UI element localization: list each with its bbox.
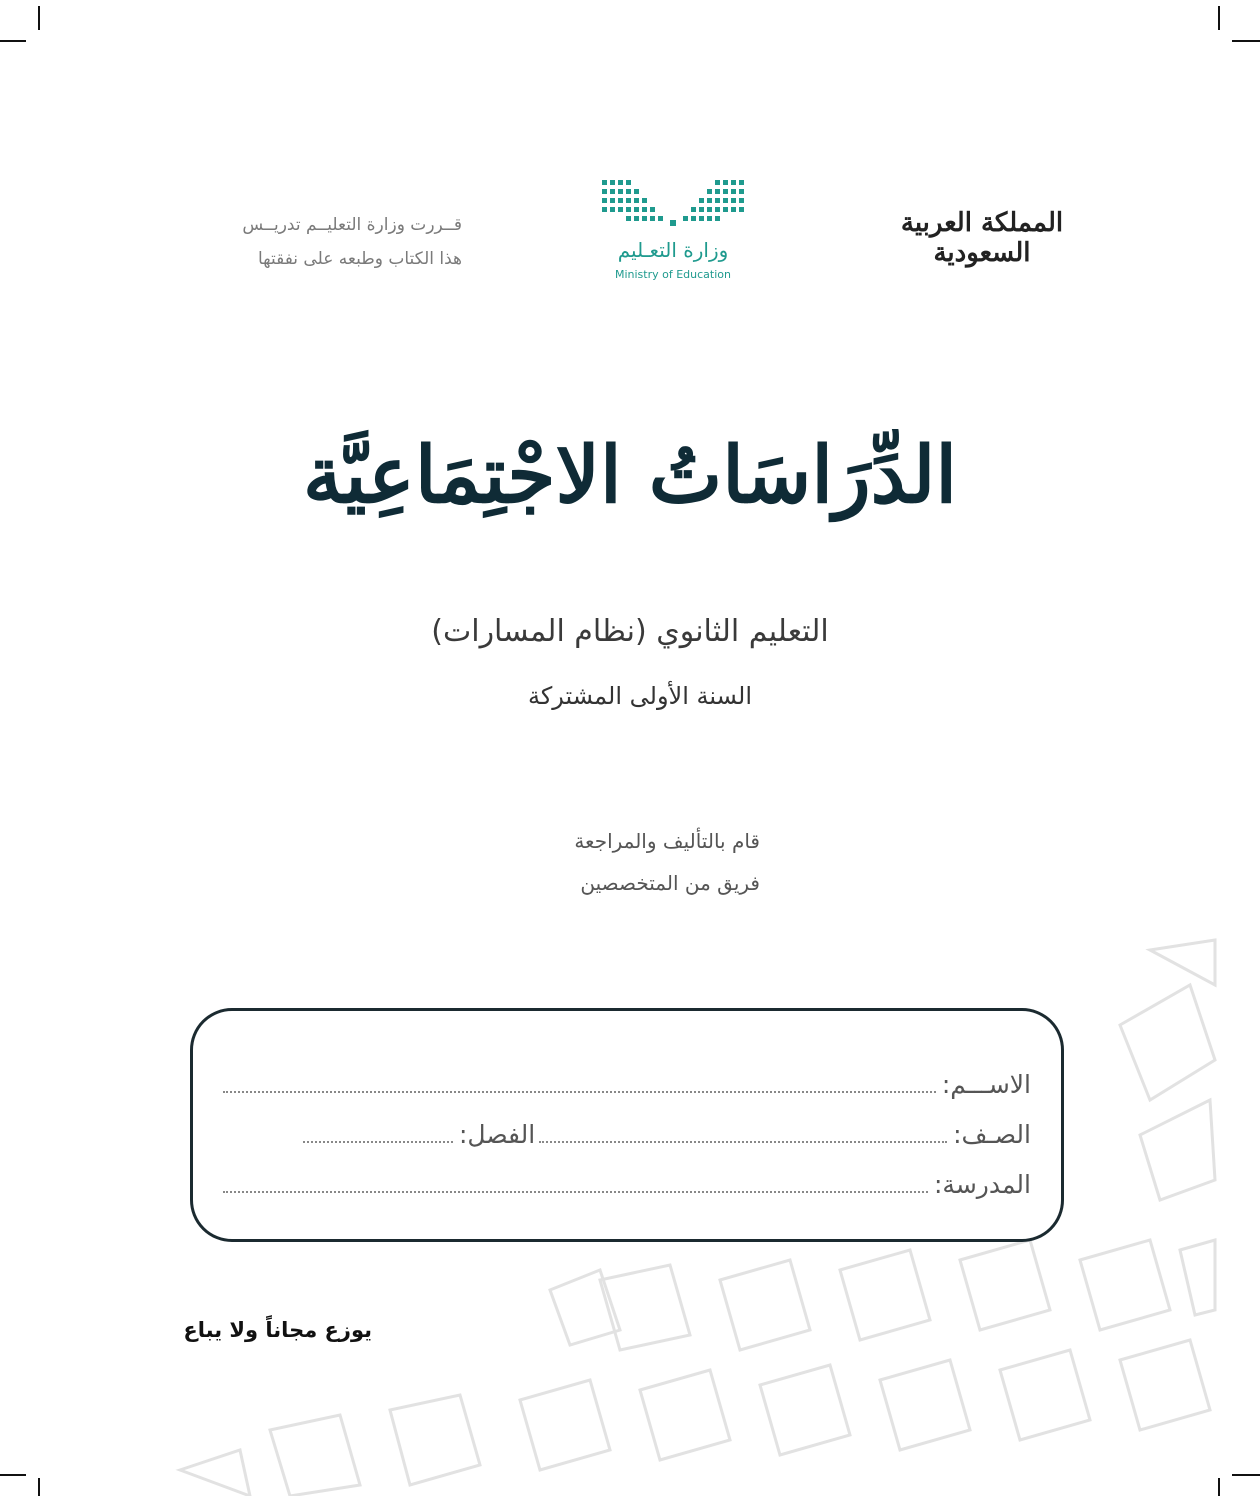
crop-mark-bottom-right-v	[1218, 1478, 1220, 1496]
crop-mark-bottom-right-h	[1232, 1474, 1260, 1476]
grade-row	[223, 1109, 1031, 1149]
name-label: الاســـم:	[941, 1070, 1031, 1099]
authors-note	[480, 820, 760, 904]
grade-field[interactable]	[539, 1115, 947, 1143]
school-row	[223, 1159, 1031, 1199]
crop-mark-bottom-left-h	[0, 1474, 26, 1476]
school-label: المدرسة:	[934, 1170, 1031, 1199]
authors-line2: فريق من المتخصصين	[580, 871, 760, 895]
crop-mark-top-right-h	[1232, 40, 1260, 42]
name-field[interactable]	[223, 1065, 936, 1093]
book-title: الدِّرَاسَاتُ الاجْتِمَاعِيَّة	[302, 430, 958, 521]
crop-mark-top-left-h	[0, 40, 26, 42]
book-subtitle: التعليم الثانوي (نظام المسارات)	[431, 614, 829, 649]
crop-mark-top-right-v	[1218, 6, 1220, 30]
approval-note	[132, 208, 462, 276]
grade-label: الصـف:	[953, 1120, 1031, 1149]
ministry-name-english: Ministry of Education	[614, 268, 731, 281]
authors-line1: قام بالتأليف والمراجعة	[574, 829, 760, 853]
ministry-name-arabic: وزارة التعـليم	[617, 238, 729, 262]
student-info-box	[190, 1008, 1064, 1242]
section-field[interactable]	[303, 1115, 453, 1143]
section-label: الفصل:	[459, 1120, 536, 1149]
crop-mark-bottom-left-v	[38, 1478, 40, 1496]
kingdom-calligraphy: المملكة العربية السعودية	[900, 208, 1064, 268]
free-distribution-note: يوزع مجاناً ولا يباع	[183, 1318, 372, 1342]
approval-note-line2: هذا الكتاب وطبعه على نفقتها	[257, 249, 462, 269]
approval-note-line1: قــررت وزارة التعليــم تدريــس	[242, 215, 462, 235]
crop-mark-top-left-v	[38, 6, 40, 30]
name-row	[223, 1059, 1031, 1099]
school-field[interactable]	[223, 1165, 928, 1193]
book-year: السنة الأولى المشتركة	[527, 682, 753, 710]
